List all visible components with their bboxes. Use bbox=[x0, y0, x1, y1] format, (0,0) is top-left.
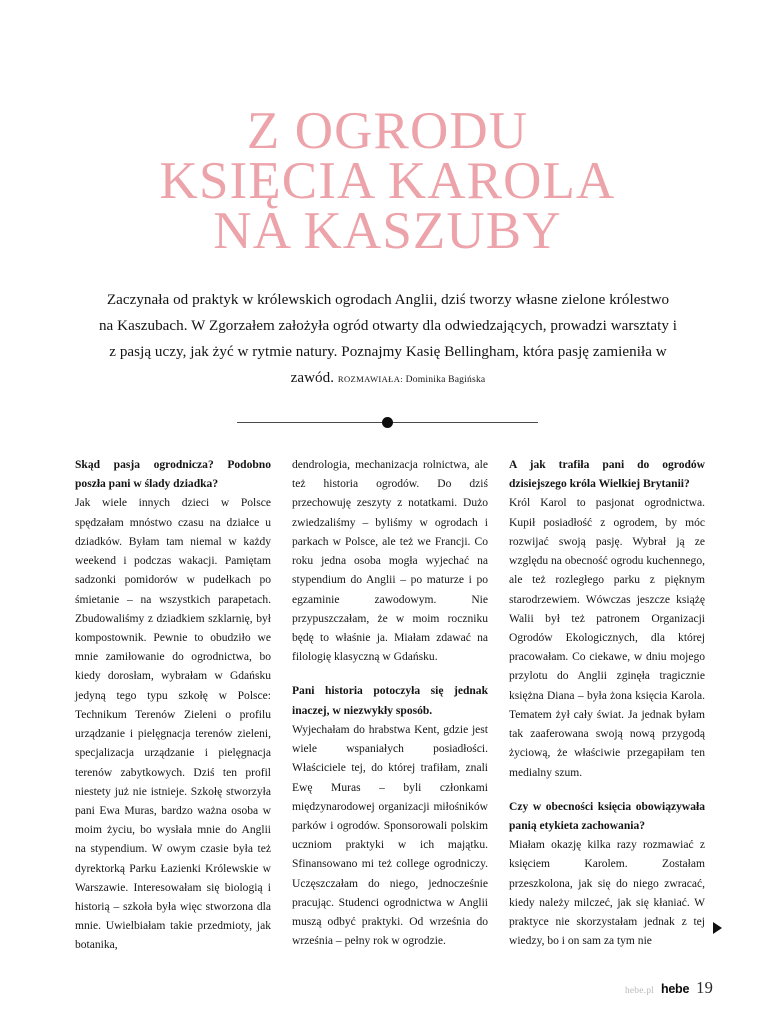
continuation-arrow-icon bbox=[713, 922, 722, 934]
answer-paragraph: Jak wiele innych dzieci w Polsce spędzałam mnóstwo czasu na działce u dziadków. Byłam tam niemal w każdy weekend i podczas wakacji. Pamiętam sadzonki pomidorów w pudełkach po śmietanie – na wszystkich parapetach. Zbudowaliśmy z dziadkiem szklarnię, był kompostownik. Pewnie to obudziło we mnie zamiłowanie do ogrodnictwa, bo kiedy dorosłam, wybrałam w Gdańsku jedyną tego typu szkołę w Polsce: Technikum Terenów Zieleni o profilu urządzanie i pielęgnacja terenów zieleni, specjalizacja urządzanie i pielęgnacja terenów zabytkowych. Dziś ten profil niestety już nie istnieje. Szkołę stworzyła pani Ewa Muras, bardzo ważna osoba w moim życiu, bo wysłała mnie do Anglii na stypendium. W owym czasie była też dyrektorką Parku Łazienki Królewskie w Warszawie. Interesowałam się biologią i historią – szkoła była więc stworzona dla mnie. Uwielbiałam takie przedmioty, jak botanika, bbox=[75, 497, 271, 952]
answer-paragraph: Miałam okazję kilka razy rozmawiać z księciem Karolem. Zostałam przeszkolona, jak się do niego zwracać, kiedy należy milczeć, jak się kłaniać. W praktyce nie skorzystałam jednak z tej wiedzy, bo i on sam za tym nie bbox=[509, 839, 705, 948]
divider-dot-icon bbox=[382, 417, 393, 428]
credit-label: ROZMAWIAŁA: bbox=[337, 373, 404, 384]
footer-brand-logo: hebe bbox=[660, 982, 690, 996]
column-1 bbox=[75, 456, 271, 952]
footer-website: hebe.pl bbox=[624, 986, 654, 996]
column-2 bbox=[292, 456, 488, 948]
question-heading: Skąd pasja ogrodnicza? Podobno poszła pani w ślady dziadka? bbox=[75, 459, 271, 491]
page-number: 19 bbox=[696, 978, 713, 997]
page-footer bbox=[0, 978, 775, 1002]
answer-paragraph: Król Karol to pasjonat ogrodnictwa. Kupił posiadłość z ogrodem, by móc rozwijać swoją pasję. Wybrał ją ze względu na obecność ogrodu kuchennego, ale też rozległego parku z pięknym starodrzewiem. Wówczas jeszcze książę Walii był też patronem Organizacji Ogrodów Ekologicznych, dla której pracowałam. Co ciekawe, w dniu mojego przylotu do Anglii zginęła tragicznie księżna Diana – była żona księcia Karola. Tematem żył cały świat. Ja jednak byłam tak zaaferowana swoją nową przygodą życiową, że właściwie przegapiłam ten medialny szum. bbox=[509, 497, 705, 779]
headline-line-2: KSIĘCIA KAROLA bbox=[159, 151, 616, 210]
question-heading: Pani historia potoczyła się jednak inaczej, w niezwykły sposób. bbox=[292, 685, 488, 717]
lead-paragraph bbox=[98, 288, 678, 392]
credit-name: Dominika Bagińska bbox=[405, 373, 486, 385]
section-divider bbox=[237, 417, 538, 428]
column-3 bbox=[509, 456, 705, 948]
headline-line-3: NA KASZUBY bbox=[213, 201, 562, 260]
answer-paragraph: Wyjechałam do hrabstwa Kent, gdzie jest wiele wspaniałych posiadłości. Właściciele tej, do której trafiłam, znali Ewę Muras – byli członkami międzynarodowej organizacji miłośników parków i ogrodów. Sponsorowali polskim uczniom praktyki w ich majątku. Sfinansowano mi też college ogrodniczy. Uczęszczałam do niego, jednocześnie pracując. Studenci ogrodnictwa w Anglii muszą odbyć praktyki. Od września do września – pełny rok w ogrodzie. bbox=[292, 723, 488, 948]
question-heading: Czy w obecności księcia obowiązywała panią etykieta zachowania? bbox=[509, 800, 705, 832]
lead-text: Zaczynała od praktyk w królewskich ogrodach Anglii, dziś tworzy własne zielone królestwo na Kaszubach. W Zgorzałem założyła ogród otwarty dla odwiedzających, prowadzi warsztaty i z pasją uczy, jak żyć w rytmie natury. Poznajmy Kasię Bellingham, która pasję zamieniła w zawód. bbox=[98, 292, 678, 386]
interview-credit bbox=[338, 374, 486, 385]
answer-paragraph: dendrologia, mechanizacja rolnictwa, ale też historia ogrodów. Do dziś przechowuję zeszyty z notatkami. Dużo zwiedzaliśmy – byliśmy w ogrodach i parkach w Polsce, ale też we Francji. Co roku jedna osoba mogła wyjechać na stypendium do Anglii – po maturze i po egzaminie zawodowym. Nie przypuszczałam, że w moim roczniku będę to właśnie ja. Miałam zdawać na filologię klasyczną w Gdańsku. bbox=[292, 459, 488, 664]
article-body bbox=[75, 456, 705, 952]
page-title bbox=[0, 102, 775, 260]
question-heading: A jak trafiła pani do ogrodów dzisiejszego króla Wielkiej Brytanii? bbox=[509, 459, 705, 491]
headline-line-1: Z OGRODU bbox=[246, 102, 529, 161]
